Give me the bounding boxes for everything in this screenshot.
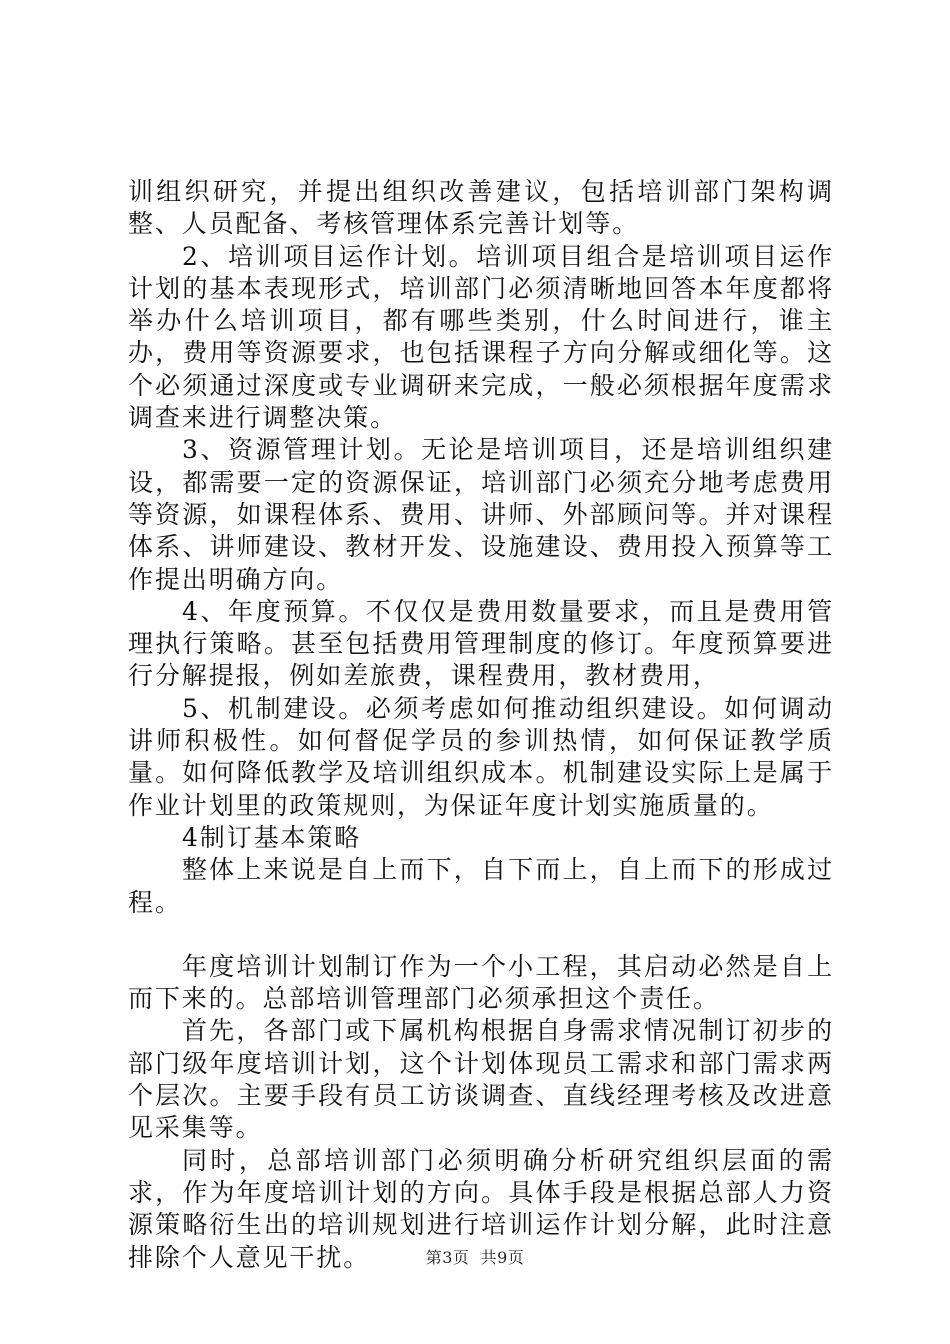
paragraph-mechanism: 5、机制建设。必须考虑如何推动组织建设。如何调动讲师积极性。如何督促学员的参训热情，如何保证教学质量。如何降低教学及培训组织成本。机制建设实际上是属于作业计划里的政策规则，为保证年度计划实施质量的。 <box>128 693 834 820</box>
paragraph-project-plan: 2、培训项目运作计划。培训项目组合是培训项目运作计划的基本表现形式，培训部门必须清晰地回答本年度都将举办什么培训项目，都有哪些类别，什么时间进行，谁主办，费用等资源要求，也包括课程子方向分解或细化等。这个必须通过深度或专业调研来完成，一般必须根据年度需求调查来进行调整决策。 <box>128 241 834 433</box>
section-heading: 4制订基本策略 <box>182 822 362 852</box>
paragraph-first: 首先，各部门或下属机构根据自身需求情况制订初步的部门级年度培训计划，这个计划体现员工需求和部门需求两个层次。主要手段有员工访谈调查、直线经理考核及改进意见采集等。 <box>128 1016 834 1143</box>
paragraph-overall: 整体上来说是自上而下，自下而上，自上而下的形成过程。 <box>128 855 834 917</box>
paragraph-resource-plan: 3、资源管理计划。无论是培训项目，还是培训组织建设，都需要一定的资源保证，培训部门必须充分地考虑费用等资源，如课程体系、费用、讲师、外部顾问等。并对课程体系、讲师建设、教材开发、设施建设、费用投入预算等工作提出明确方向。 <box>128 435 834 594</box>
page-number-label: 第3页 共9页 <box>425 1248 525 1267</box>
page-footer <box>0 1245 950 1268</box>
paragraph-startup: 年度培训计划制订作为一个小工程，其启动必然是自上而下来的。总部培训管理部门必须承担这个责任。 <box>128 951 834 1014</box>
paragraph-annual-budget: 4、年度预算。不仅仅是费用数量要求，而且是费用管理执行策略。甚至包括费用管理制度的修订。年度预算要进行分解提报，例如差旅费，课程费用，教材费用， <box>128 596 834 691</box>
paragraph-meanwhile: 同时，总部培训部门必须明确分析研究组织层面的需求，作为年度培训计划的方向。具体手段是根据总部人力资源策略衍生出的培训规划进行培训运作计划分解，此时注意排除个人意见干扰。 <box>128 1145 834 1272</box>
paragraph-continued: 训组织研究，并提出组织改善建议，包括培训部门架构调整、人员配备、考核管理体系完善计划等。 <box>128 177 834 239</box>
document-body <box>128 176 834 1274</box>
blank-line <box>128 919 834 951</box>
